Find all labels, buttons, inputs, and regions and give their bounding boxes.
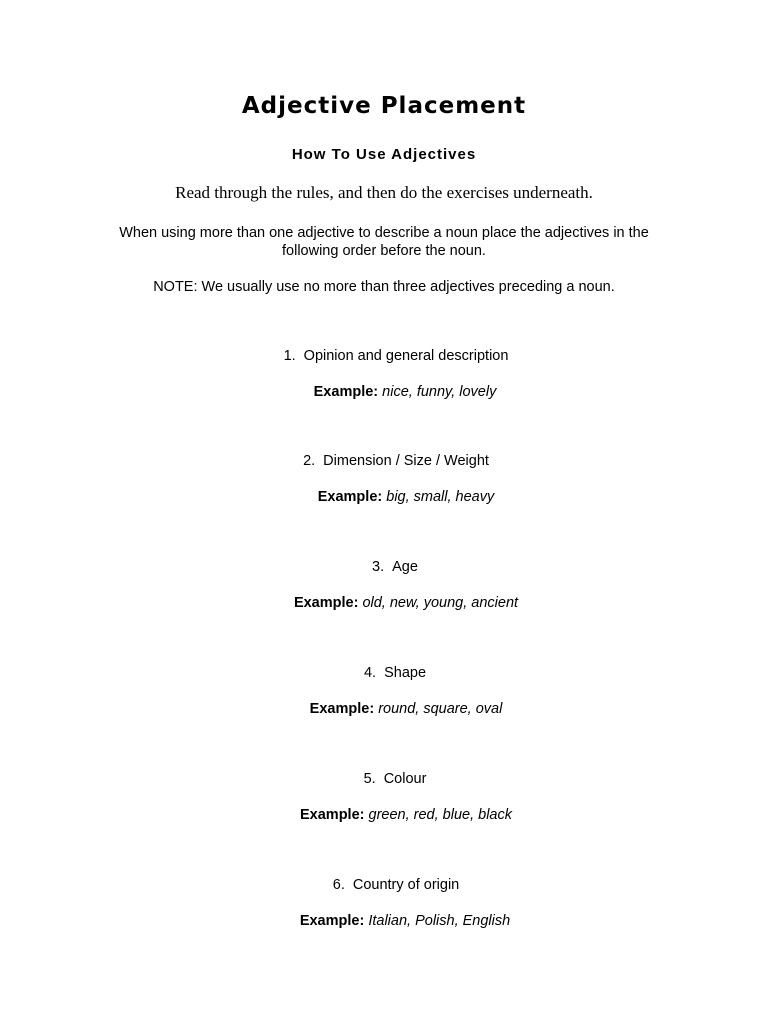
example-words: nice, funny, lovely	[382, 384, 497, 400]
rule-item	[11, 559, 768, 575]
rule-example	[21, 913, 768, 929]
order-paragraph-line-2: following order before the noun.	[282, 242, 486, 259]
rule-example	[22, 595, 768, 611]
example-label: Example:	[317, 489, 383, 505]
example-label: Example:	[309, 701, 375, 717]
rule-item	[11, 771, 768, 787]
example-label: Example:	[300, 807, 365, 823]
rule-item	[12, 877, 768, 893]
order-paragraph-line-1: When using more than one adjective to describe a noun place the adjectives in the	[119, 225, 649, 241]
example-words: Italian, Polish, English	[368, 913, 511, 929]
rule-label: Country of origin	[352, 877, 460, 893]
rule-number: 4.	[363, 665, 377, 681]
rule-example	[22, 489, 768, 505]
intro-text: Read through the rules, and then do the exercises underneath.	[175, 183, 593, 202]
note-text: NOTE: We usually use no more than three adjectives preceding a noun.	[153, 279, 615, 295]
rule-number: 2.	[303, 453, 316, 469]
example-words: old, new, young, ancient	[362, 595, 519, 611]
rule-number: 3.	[372, 559, 385, 575]
rule-label: Colour	[383, 771, 427, 787]
rule-item	[12, 453, 768, 469]
rule-number: 1.	[283, 348, 296, 364]
example-words: round, square, oval	[378, 701, 503, 717]
example-label: Example:	[313, 384, 379, 400]
rule-item	[12, 348, 768, 364]
rule-number: 5.	[363, 771, 376, 787]
example-label: Example:	[293, 595, 359, 611]
rule-example	[21, 384, 768, 400]
rule-example	[22, 701, 768, 717]
example-words: big, small, heavy	[386, 489, 495, 505]
example-label: Example:	[299, 913, 365, 929]
rule-label: Opinion and general description	[303, 348, 509, 364]
page-subtitle: How To Use Adjectives	[291, 146, 477, 163]
rule-label: Age	[392, 559, 418, 575]
rule-label: Shape	[384, 665, 427, 681]
page-title: Adjective Placement	[241, 93, 527, 119]
rule-label: Dimension / Size / Weight	[323, 453, 489, 469]
rule-number: 6.	[332, 877, 345, 893]
rule-example	[22, 807, 768, 823]
example-words: green, red, blue, black	[368, 807, 512, 823]
order-paragraph	[0, 225, 768, 260]
rule-item	[11, 665, 768, 681]
